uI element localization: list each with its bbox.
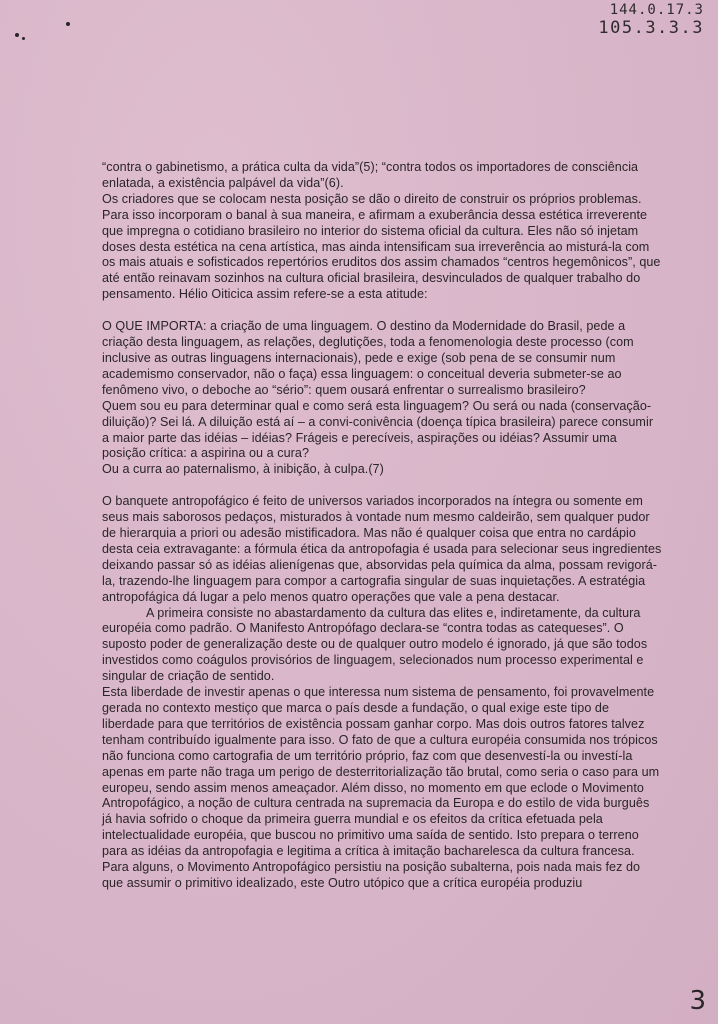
paragraph: Para alguns, o Movimento Antropofágico persistiu na posição subalterna, pois nada mais fez do que assumir o primitivo idealizado, este Outro utópico que a crítica européia produziu	[102, 860, 641, 890]
quote-paragraph: Quem sou eu para determinar qual e como será esta linguagem? Ou será ou nada (conservação-diluição)? Sei lá. A diluição está aí – a convi-conivência (doença típica brasileira) parece consumir a maior parte das idéias – idéias? Frágeis e perecíveis, aspirações ou idéias? Assumir uma posição crítica: a aspirina ou a cura?	[102, 398, 654, 461]
paragraph: “contra o gabinetismo, a prática culta da vida”(5); “contra todos os importadores de consciência enlatada, a existência palpável da vida”(6).	[102, 160, 639, 190]
ink-speck	[22, 37, 25, 40]
paragraph: O banquete antropofágico é feito de universos variados incorporados na íntegra ou somente em seus mais saborosos pedaços, misturados à vontade num mesmo caldeirão, sem qualquer pudor de hierarquia a priori ou adesão mistificadora. Mas não é qualquer coisa que entra no cardápio desta ceia extravagante: a fórmula ética da antropofagia é usada para selecionar seus ingredientes deixando passar só as idéias alienígenas que, absorvidas pela química da alma, possam revigorá-la, trazendo-lhe linguagem para compor a cartografia singular de suas inquietações. A estratégia antropofágica dá lugar a pelo menos quatro operações que vale a pena destacar.	[102, 494, 662, 604]
paragraph: A primeira consiste no abastardamento da cultura das elites e, indiretamente, da cultura européia como padrão. O Manifesto Antropófago declara-se “contra todas as catequeses”. O suposto poder de generalização deste ou de qualquer outro modelo é ignorado, já que são todos investidos como coágulos provisórios de linguagem, selecionados num processo experimental e singular de criação de sentido.	[102, 605, 648, 684]
archive-code-line-2: 105.3.3.3	[598, 18, 704, 38]
archive-code	[594, 2, 704, 38]
document-body	[102, 160, 662, 892]
ink-speck	[15, 33, 19, 37]
page-number: 3	[689, 986, 706, 1016]
paragraph: Esta liberdade de investir apenas o que interessa num sistema de pensamento, foi provavelmente gerada no contexto mestiço que marca o país desde a fundação, o qual exige este tipo de liberdade para que territórios de existência possam ganhar corpo. Mas dois outros fatores talvez tenham contribuído igualmente para isso. O fato de que a cultura européia consumida nos trópicos não funciona como cartografia de um território próprio, faz com que desenvestí-la ou investí-la apenas em parte não traga um perigo de desterritorialização tão brutal, como seria o caso para um europeu, sendo assim menos ameaçador. Além disso, no momento em que eclode o Movimento Antropofágico, a noção de cultura centrada na supremacia da Europa e do estilo de vida burguês já havia sofrido o choque da primeira guerra mundial e os efeitos da crítica efetuada pela intelectualidade européia, que buscou no primitivo uma saída de sentido. Isto prepara o terreno para as idéias da antropofagia e legitima a crítica à imitação bacharelesca da cultura francesa.	[102, 685, 660, 859]
quote-paragraph: O QUE IMPORTA: a criação de uma linguagem. O destino da Modernidade do Brasil, pede a criação desta linguagem, as relações, deglutições, toda a fenomenologia deste processo (com inclusive as outras linguagens internacionais), pede e exige (sob pena de se consumir num academismo conservador, não o faça) essa linguagem: o conceitual deveria submeter-se ao fenômeno vivo, o deboche ao “sério”: quem ousará enfrentar o surrealismo brasileiro?	[102, 319, 634, 397]
paragraph: Os criadores que se colocam nesta posição se dão o direito de construir os próprios problemas. Para isso incorporam o banal à sua maneira, e afirmam a exuberância dessa estética irreverente que impregna o cotidiano brasileiro no interior do sistema oficial da cultura. Eles não só injetam doses desta estética na cena artística, mas ainda intensificam sua irreverência ao misturá-la com os mais atuais e sofisticados repertórios eruditos dos assim chamados “centros hegemônicos”, que até então reinavam sozinhos na cultura oficial brasileira, desvinculados de qualquer trabalho do pensamento. Hélio Oiticica assim refere-se a esta atitude:	[102, 191, 661, 302]
quote-paragraph: Ou a curra ao paternalismo, à inibição, à culpa.(7)	[102, 462, 384, 477]
ink-speck	[66, 22, 70, 26]
archive-code-line-1: 144.0.17.3	[609, 2, 704, 18]
